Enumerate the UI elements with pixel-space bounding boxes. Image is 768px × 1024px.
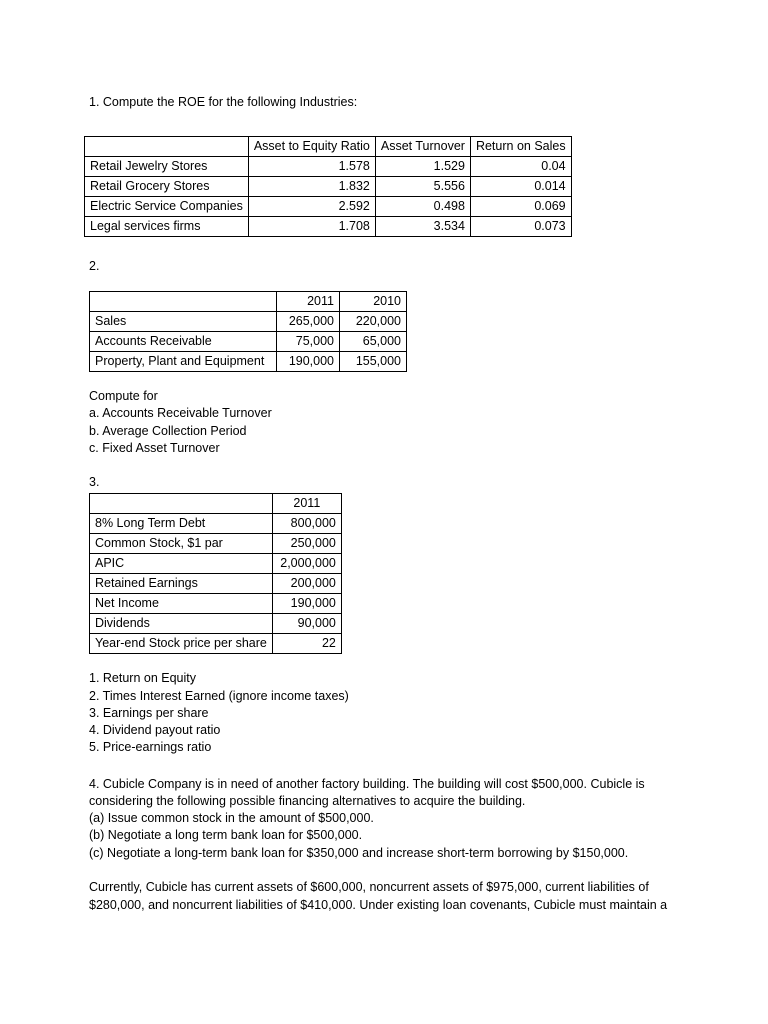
- header-2011: 2011: [272, 494, 341, 514]
- q2-compute-line: c. Fixed Asset Turnover: [89, 441, 220, 455]
- cell-value: 1.529: [375, 157, 470, 177]
- cell-value: 2,000,000: [272, 554, 341, 574]
- table-header-row: [85, 137, 572, 157]
- header-asset-to-equity: Asset to Equity Ratio: [248, 137, 375, 157]
- row-label: 8% Long Term Debt: [90, 514, 273, 534]
- table-header-row: [90, 494, 342, 514]
- table-row: [90, 534, 342, 554]
- cell-value: 5.556: [375, 177, 470, 197]
- cell-value: 90,000: [272, 614, 341, 634]
- row-label: Property, Plant and Equipment: [90, 352, 277, 372]
- cell-value: 0.014: [470, 177, 571, 197]
- row-label: Dividends: [90, 614, 273, 634]
- cell-value: 0.498: [375, 197, 470, 217]
- table-row: [90, 634, 342, 654]
- cell-value: 0.073: [470, 217, 571, 237]
- cell-value: 800,000: [272, 514, 341, 534]
- cell-value: 265,000: [277, 312, 340, 332]
- q4-line: (c) Negotiate a long-term bank loan for $350,000 and increase short-term borrowing by $150,000.: [89, 846, 629, 860]
- header-return-on-sales: Return on Sales: [470, 137, 571, 157]
- cell-value: 250,000: [272, 534, 341, 554]
- table-row: [85, 217, 572, 237]
- table-row: [85, 157, 572, 177]
- cell-value: 2.592: [248, 197, 375, 217]
- row-label: Retained Earnings: [90, 574, 273, 594]
- row-label: Electric Service Companies: [85, 197, 249, 217]
- header-cell-blank: [90, 494, 273, 514]
- row-label: Sales: [90, 312, 277, 332]
- q2-compute-line: b. Average Collection Period: [89, 424, 247, 438]
- q4-line: 4. Cubicle Company is in need of another factory building. The building will cost $500,000. Cubicle is: [89, 777, 645, 791]
- row-label: Common Stock, $1 par: [90, 534, 273, 554]
- q3-list-item: 4. Dividend payout ratio: [89, 723, 221, 737]
- q4-paragraph-line: $280,000, and noncurrent liabilities of $410,000. Under existing loan covenants, Cubicle must maintain a: [89, 898, 668, 912]
- q3-heading: 3.: [89, 475, 100, 489]
- q2-table: [89, 291, 407, 372]
- cell-value: 200,000: [272, 574, 341, 594]
- cell-value: 22: [272, 634, 341, 654]
- cell-value: 190,000: [277, 352, 340, 372]
- header-cell-blank: [85, 137, 249, 157]
- row-label: Net Income: [90, 594, 273, 614]
- q1-table: [84, 136, 572, 237]
- row-label: Retail Jewelry Stores: [85, 157, 249, 177]
- table-row: [90, 352, 407, 372]
- q1-heading: 1. Compute the ROE for the following Industries:: [89, 95, 358, 109]
- header-cell-blank: [90, 292, 277, 312]
- row-label: APIC: [90, 554, 273, 574]
- table-row: [90, 332, 407, 352]
- q3-table: [89, 493, 342, 654]
- table-row: [90, 574, 342, 594]
- q4-paragraph-line: Currently, Cubicle has current assets of $600,000, noncurrent assets of $975,000, current liabilities of: [89, 880, 649, 894]
- q2-compute-line: a. Accounts Receivable Turnover: [89, 406, 272, 420]
- q3-list-item: 5. Price-earnings ratio: [89, 740, 212, 754]
- q4-line: (b) Negotiate a long term bank loan for $500,000.: [89, 828, 363, 842]
- q4-line: considering the following possible financing alternatives to acquire the building.: [89, 794, 526, 808]
- cell-value: 0.04: [470, 157, 571, 177]
- q3-list-item: 3. Earnings per share: [89, 706, 209, 720]
- cell-value: 65,000: [340, 332, 407, 352]
- cell-value: 3.534: [375, 217, 470, 237]
- q3-list-item: 1. Return on Equity: [89, 671, 197, 685]
- table-row: [90, 554, 342, 574]
- header-2010: 2010: [340, 292, 407, 312]
- row-label: Accounts Receivable: [90, 332, 277, 352]
- q3-list-item: 2. Times Interest Earned (ignore income taxes): [89, 689, 349, 703]
- cell-value: 1.832: [248, 177, 375, 197]
- table-row: [90, 594, 342, 614]
- table-row: [90, 514, 342, 534]
- cell-value: 75,000: [277, 332, 340, 352]
- table-row: [90, 614, 342, 634]
- cell-value: 155,000: [340, 352, 407, 372]
- row-label: Year-end Stock price per share: [90, 634, 273, 654]
- cell-value: 1.708: [248, 217, 375, 237]
- cell-value: 1.578: [248, 157, 375, 177]
- row-label: Retail Grocery Stores: [85, 177, 249, 197]
- cell-value: 0.069: [470, 197, 571, 217]
- table-row: [90, 312, 407, 332]
- q4-line: (a) Issue common stock in the amount of $500,000.: [89, 811, 374, 825]
- header-2011: 2011: [277, 292, 340, 312]
- header-asset-turnover: Asset Turnover: [375, 137, 470, 157]
- table-row: [85, 197, 572, 217]
- q2-heading: 2.: [89, 259, 100, 273]
- q2-compute-line: Compute for: [89, 389, 158, 403]
- row-label: Legal services firms: [85, 217, 249, 237]
- table-row: [85, 177, 572, 197]
- cell-value: 190,000: [272, 594, 341, 614]
- table-header-row: [90, 292, 407, 312]
- cell-value: 220,000: [340, 312, 407, 332]
